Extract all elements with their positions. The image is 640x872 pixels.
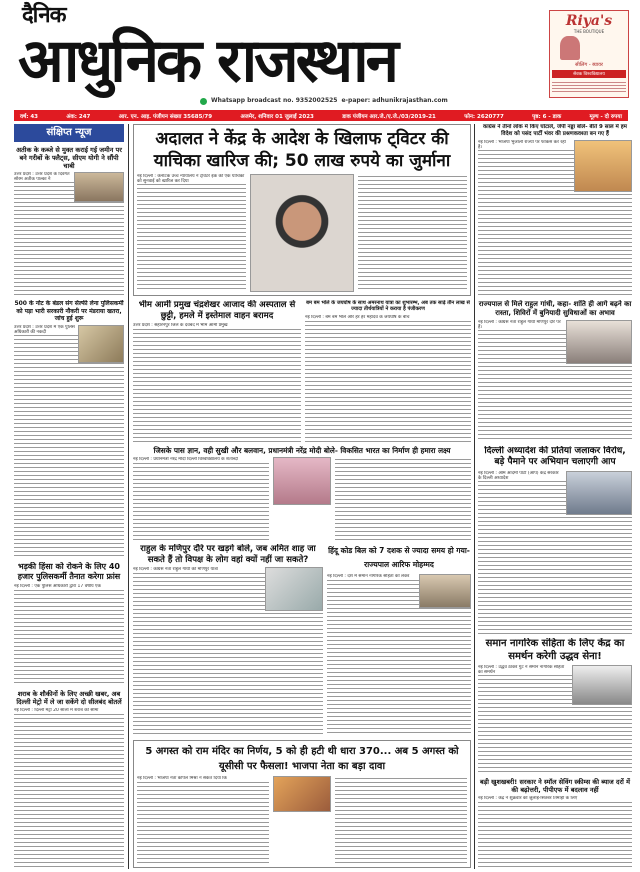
story	[478, 124, 632, 296]
info-rni: आर. एन. आइ. पंजीयन संख्या 35685/79	[118, 113, 213, 120]
column-divider	[474, 124, 475, 869]
story-body	[327, 574, 471, 736]
epaper-link[interactable]: e-paper: adhunikrajasthan.com	[341, 97, 448, 104]
masthead-title: आधुनिक राजस्थान	[18, 26, 396, 96]
masthead-dainik: दैनिक	[22, 3, 66, 28]
ad-brand: Riya's	[565, 13, 613, 29]
bjp-leader-photo	[273, 776, 331, 812]
ad-city: सीलिंग - ब्यावर	[575, 62, 603, 68]
section-header-brief-news: संक्षिप्त न्यूज	[14, 124, 124, 142]
story-lead: नई दिल्ली : प्रधानमंत्री नरेंद्र मोदी दिल्ली विश्वविद्यालय के शताब्दी	[133, 457, 269, 462]
ad-figure-image	[560, 36, 580, 60]
story-lead: उत्तर प्रदेश : उत्तर प्रदेश के दिवंगत सोरम अतीक पाल्का ने	[14, 172, 124, 182]
story	[133, 446, 471, 540]
story-headline[interactable]: कांग्रेस ने तीनों लोक में किए घोटाले, जेपी नड्डा बोले- बीते 9 साल में हम विदेश को पसंद पार्टी भंवर की प्रश्रणकवश्ता बन गए हैं	[483, 124, 627, 137]
story-lead: उत्तर प्रदेश : सहारनपुर जिले के देवबंद में भीम आर्मी प्रमुख	[133, 323, 301, 328]
lead-story-box	[133, 124, 471, 296]
info-year: वर्ष: 43	[20, 113, 39, 120]
story-body	[335, 776, 467, 864]
story-lead: नई दिल्ली : उद्धव ठाकरे गुट ने समान नागरिक संहिता का समर्थन	[478, 665, 632, 675]
story-headline[interactable]: समान नागरिक संहिता के लिए केंद्र का समर्थन करेगी उद्धव सेना!	[485, 638, 625, 662]
kejriwal-photo	[566, 471, 632, 515]
info-phone: फोन: 2620777	[464, 113, 504, 120]
story	[14, 146, 124, 296]
story-lead: नई दिल्ली : भाजपा भुजाली राज्यों पर फोकस कर रही है।	[478, 140, 632, 150]
story-body	[478, 320, 632, 443]
story-headline[interactable]: बम बम भोले के जयघोष के साथ अमरनाथ यात्रा का शुभारम्भ, अब तक साढ़े तीन लाख से ज्यादा तीर्थयात्रियों ने कराया है पंजीकरण	[306, 300, 470, 313]
story-lead: नई दिल्ली : देश में समान नागरिक संहिता को लेकर	[327, 574, 471, 579]
boutique-ad[interactable]	[549, 10, 629, 98]
whatsapp-icon	[200, 98, 207, 105]
story-headline[interactable]: राज्यपाल से मिले राहुल गांधी, कहा- शांति ही आगे बढ़ने का रास्ता, शिविरों में बुनियादी सुविधाओं का अभाव	[478, 300, 632, 317]
right-column	[478, 124, 632, 868]
story-lead: नई दिल्ली : दिल्ली मेट्रो 20 सालों में शराब की सीमा	[14, 708, 124, 713]
story	[14, 562, 124, 686]
center-column	[133, 124, 471, 868]
ad-text-block	[552, 80, 626, 94]
story	[133, 544, 323, 736]
info-postal: डाक पंजीयन आर.जे./ए.जे./03/2019-21	[342, 113, 436, 120]
ad-banner: सेवक विश्वविद्यालय	[552, 70, 626, 78]
story-headline[interactable]: भड़की हिंसा को रोकने के लिए 40 हजार पुलिसकर्मी तैनात करेगा फ्रांस	[17, 562, 121, 581]
story-body	[305, 315, 471, 443]
story-headline[interactable]: दिल्ली अध्यादेश की प्रतियां जलाकर विरोध, बड़े पैमाने पर अभियान चलाएगी आप	[484, 446, 626, 468]
kharge-photo	[265, 567, 323, 611]
story-body	[14, 708, 124, 868]
story	[478, 638, 632, 774]
story-body	[14, 584, 124, 686]
story-body	[133, 323, 301, 442]
story-lead: नई दिल्ली : भाजपा नेता कपिल मिश्रा ने संकेत दिया कि	[137, 776, 269, 781]
info-issue: अंक: 247	[66, 113, 91, 120]
uddhav-photo	[572, 665, 632, 705]
story-body	[478, 796, 632, 868]
lead-body	[358, 174, 467, 292]
story-body	[14, 325, 124, 559]
story-headline[interactable]: शराब के शौकीनों के लिए अच्छी खबर, अब दिल्ली मेट्रो में ले जा सकेंगे दो सीलबंद बोतलें	[16, 690, 122, 707]
story-body	[335, 457, 471, 540]
story-body	[137, 776, 269, 864]
info-pages: पृष्ठ: 6 - डाक	[532, 113, 562, 120]
story-headline[interactable]: हिंदू कोड बिल को 7 दशक से ज्यादा समय हो गया- राज्यपाल आरिफ मोहम्मद	[328, 546, 470, 569]
story-headline[interactable]: बड़ी खुशखबरी! सरकार ने स्मॉल सेविंग स्कीम्स की ब्याज दरों में की बढ़ोत्तरी, पीपीएफ में बदलाव नहीं	[480, 778, 630, 795]
story-lead: नई दिल्ली : बम बम भोले और हर हर महादेव के जयघोष के बीच	[305, 315, 471, 320]
story-body	[14, 172, 124, 296]
story-body	[478, 665, 632, 774]
minister-photo	[250, 174, 354, 292]
story	[14, 690, 124, 868]
story	[327, 544, 471, 736]
whatsapp-number: Whatsapp broadcast no. 9352002525	[211, 97, 338, 104]
cash-photo	[78, 325, 124, 363]
story-body	[478, 471, 632, 635]
whatsapp-line	[200, 97, 540, 105]
story-lead: नई दिल्ली : कांग्रेस नेता राहुल गांधी मणिपुर दौरे पर हैं।	[478, 320, 632, 330]
story-headline[interactable]: 500 के नोट के बंडल संग सेल्फी लेना पुलिसकर्मी को पड़ा भारी सरकारी नौकरी पर मंडराया खतरा, जांच हुई शुरू	[14, 300, 124, 322]
story-headline[interactable]: जिसके पास ज्ञान, वही सुखी और बलवान, प्रधानमंत्री नरेंद्र मोदी बोले- विकसित भारत का निर्माण ही हमारा लक्ष्य	[153, 446, 451, 455]
ad-tag: THE BOUTIQUE	[573, 29, 605, 34]
story-lead: नई दिल्ली : एक पुलिस अधिकारी द्वारा 17 वर्षीय एक	[14, 584, 124, 589]
info-bar	[14, 110, 628, 121]
story	[478, 446, 632, 634]
column-divider	[128, 124, 129, 869]
rahul-governor-photo	[566, 320, 632, 364]
story-body	[478, 140, 632, 296]
story-photo	[74, 172, 124, 202]
left-column	[14, 124, 124, 868]
story	[478, 300, 632, 442]
info-date: अजमेर, शनिवार 01 जुलाई 2023	[240, 113, 314, 120]
story	[133, 300, 301, 442]
story-lead: नई दिल्ली : कांग्रेस नेता राहुल गांधी की मणिपुर यात्रा	[133, 567, 323, 572]
story-headline[interactable]: भीम आर्मी प्रमुख चंद्रशेखर आजाद की अस्पताल से छुट्टी, हमले में इस्तेमाल वाहन बरामद	[138, 300, 296, 321]
lead-body	[137, 174, 246, 292]
story-headline[interactable]: राहुल के मणिपुर दौरे पर खड़गे बोले, जब अमित शाह जा सकते हैं तो विपक्ष के लोग वहां क्यों नहीं जा सकते?	[140, 544, 316, 565]
story-body	[133, 457, 269, 540]
ucc-story-box	[133, 740, 471, 868]
story-headline[interactable]: 5 अगस्त को राम मंदिर का निर्णय, 5 को ही हटी थी धारा 370... अब 5 अगस्त को यूसीसी पर फैसला! भाजपा नेता का बड़ा दावा	[145, 746, 459, 772]
modi-photo	[273, 457, 331, 505]
lead-headline[interactable]: अदालत ने केंद्र के आदेश के खिलाफ ट्विटर की याचिका खारिज की; 50 लाख रुपये का जुर्माना	[153, 129, 451, 171]
story-lead: नई दिल्ली : केंद्र ने शुक्रवार को जुलाई-सितंबर तिमाही के लिए	[478, 796, 632, 801]
story-headline[interactable]: अतीक के कब्जे से मुक्त कराई गई जमीन पर बने गरीबों के फ्लैट्स, सीएम योगी ने सौंपी चाबी	[16, 146, 122, 171]
story-lead: उत्तर प्रदेश : उत्तर प्रदेश में एक पुलिस अधिकारी की नकदी	[14, 325, 124, 335]
nadda-photo	[574, 140, 632, 192]
story-lead: नई दिल्ली : आम आदमी पार्टी (आप) केंद्र सरकार के दिल्ली अध्यादेश	[478, 471, 632, 481]
story	[478, 778, 632, 868]
story-body	[133, 567, 323, 736]
story	[305, 300, 471, 442]
story	[14, 300, 124, 558]
governor-photo	[419, 574, 471, 608]
lead-lead: नई दिल्ली : कर्नाटक उच्च न्यायालय ने ट्विटर इंक की एक याचिका को सुनवाई को खारिज कर दिया	[137, 174, 245, 184]
info-price: मूल्य - दो रुपया	[589, 113, 622, 120]
